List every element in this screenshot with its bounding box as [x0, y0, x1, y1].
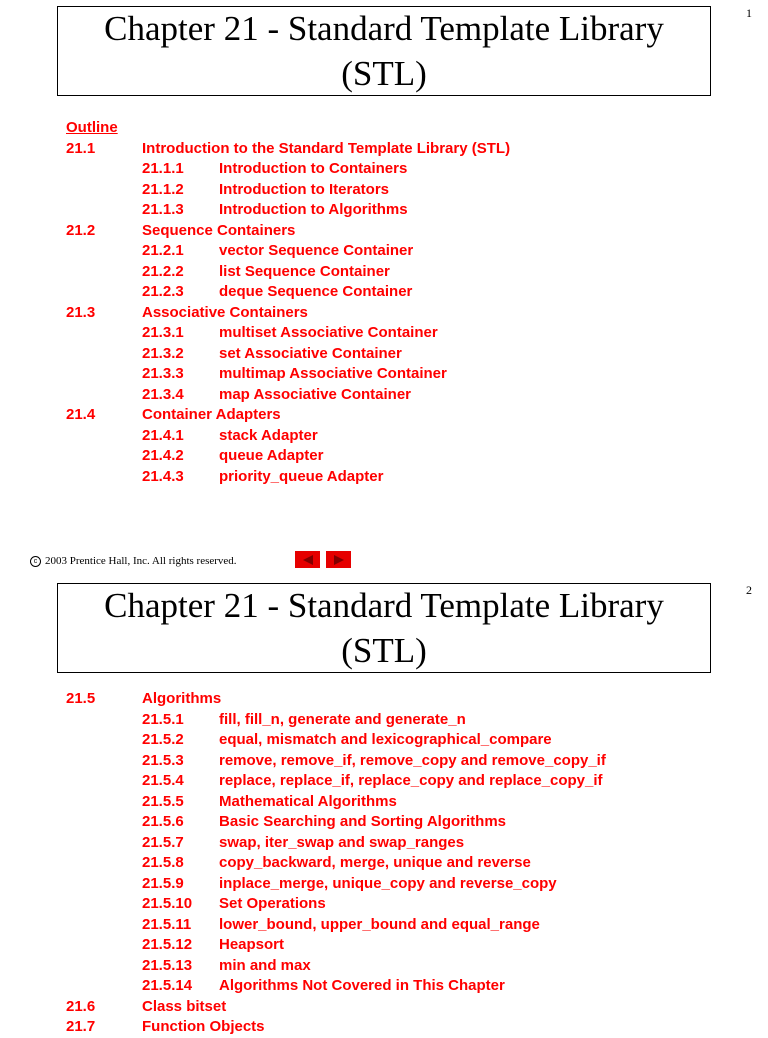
subsection-title: Introduction to Iterators [219, 180, 389, 198]
subsection-title: list Sequence Container [219, 262, 390, 280]
outline-item [0, 812, 768, 833]
subsection-number: 21.5.14 [142, 977, 193, 994]
outline-label: Outline [66, 119, 118, 136]
outline-item [0, 751, 768, 772]
outline-item [0, 710, 768, 731]
outline-item [0, 874, 768, 895]
section-title: Class bitset [142, 997, 227, 1015]
subsection-title: Heapsort [219, 936, 285, 953]
subsection-title: copy_backward, merge, unique and reverse [219, 854, 531, 871]
subsection-number: 21.5.3 [142, 751, 184, 769]
subsection-number: 21.1.2 [142, 180, 184, 198]
subsection-number: 21.3.2 [142, 344, 184, 362]
outline-item [0, 730, 768, 751]
section-number: 21.1 [66, 139, 96, 157]
subsection-number: 21.2.2 [142, 262, 184, 280]
section-number: 21.4 [66, 406, 96, 423]
outline-item [0, 405, 768, 426]
subsection-title: replace, replace_if, replace_copy and replace_copy_if [219, 772, 603, 789]
outline-item [0, 262, 768, 283]
outline-item [0, 894, 768, 915]
subsection-title: multimap Associative Container [219, 365, 447, 382]
subsection-title: swap, iter_swap and swap_ranges [219, 833, 465, 851]
subsection-number: 21.2.1 [142, 242, 184, 259]
section-number: 21.6 [66, 997, 96, 1015]
outline-item [0, 833, 768, 854]
outline-list [0, 689, 768, 1038]
previous-slide-button[interactable] [295, 551, 320, 568]
section-title: Associative Containers [142, 303, 308, 321]
subsection-number: 21.5.12 [142, 936, 193, 953]
section-title: Function Objects [142, 1018, 265, 1035]
section-number: 21.3 [66, 303, 96, 321]
outline-item [0, 997, 768, 1018]
section-number: 21.2 [66, 221, 96, 239]
page-number: 1 [746, 6, 752, 20]
outline-item [0, 180, 768, 201]
slide-title-line1: Chapter 21 - Standard Template Library [104, 586, 664, 625]
subsection-title: fill, fill_n, generate and generate_n [219, 710, 466, 728]
subsection-number: 21.1.1 [142, 160, 184, 177]
subsection-title: Algorithms Not Covered in This Chapter [219, 977, 505, 994]
slide-title-line2: (STL) [341, 54, 427, 93]
section-number: 21.5 [66, 690, 96, 707]
subsection-number: 21.1.3 [142, 201, 184, 218]
subsection-number: 21.4.1 [142, 426, 184, 444]
outline-item [0, 426, 768, 447]
subsection-number: 21.5.7 [142, 833, 184, 851]
outline-item [0, 139, 768, 160]
subsection-number: 21.5.6 [142, 813, 184, 830]
subsection-number: 21.5.4 [142, 772, 184, 789]
subsection-title: Basic Searching and Sorting Algorithms [219, 813, 506, 830]
slide-title-line2: (STL) [341, 631, 427, 670]
outline-item [0, 200, 768, 221]
subsection-number: 21.5.2 [142, 731, 184, 748]
page-number: 2 [746, 583, 752, 597]
outline-item [0, 323, 768, 344]
subsection-number: 21.5.10 [142, 895, 193, 912]
outline-item [0, 159, 768, 180]
outline-item [0, 282, 768, 303]
slide-title-box [57, 583, 711, 673]
outline-list [0, 118, 768, 487]
outline-item [0, 976, 768, 997]
subsection-title: map Associative Container [219, 385, 412, 403]
subsection-title: Mathematical Algorithms [219, 792, 397, 810]
subsection-number: 21.5.8 [142, 854, 184, 871]
subsection-title: multiset Associative Container [219, 324, 438, 341]
subsection-title: equal, mismatch and lexicographical_compare [219, 731, 552, 748]
slide-2 [0, 578, 768, 1035]
subsection-title: inplace_merge, unique_copy and reverse_copy [219, 874, 557, 892]
triangle-right-icon [333, 555, 345, 565]
subsection-title: deque Sequence Container [219, 283, 413, 300]
subsection-title: Introduction to Algorithms [219, 201, 408, 218]
outline-item [0, 221, 768, 242]
outline-item [0, 771, 768, 792]
subsection-number: 21.5.11 [142, 915, 192, 933]
subsection-title: vector Sequence Container [219, 242, 414, 259]
subsection-number: 21.3.4 [142, 385, 184, 403]
outline-item [0, 303, 768, 324]
section-title: Algorithms [142, 690, 222, 707]
section-number: 21.7 [66, 1018, 96, 1035]
outline-item [0, 689, 768, 710]
subsection-number: 21.3.3 [142, 365, 184, 382]
outline-item [0, 853, 768, 874]
triangle-left-icon [302, 555, 314, 565]
subsection-number: 21.5.13 [142, 956, 193, 974]
outline-item [0, 915, 768, 936]
subsection-title: remove, remove_if, remove_copy and remove_copy_if [219, 751, 606, 769]
subsection-title: priority_queue Adapter [219, 467, 384, 485]
outline-item [0, 935, 768, 956]
section-title: Introduction to the Standard Template Library (STL) [142, 139, 511, 157]
subsection-title: Introduction to Containers [219, 160, 408, 177]
section-title: Container Adapters [142, 406, 281, 423]
outline-item [0, 364, 768, 385]
outline-item [0, 241, 768, 262]
section-title: Sequence Containers [142, 221, 296, 239]
next-slide-button[interactable] [326, 551, 351, 568]
outline-item [0, 344, 768, 365]
subsection-title: stack Adapter [219, 426, 318, 444]
subsection-number: 21.5.9 [142, 874, 184, 892]
footer [30, 555, 237, 567]
outline-item [0, 792, 768, 813]
subsection-number: 21.5.1 [142, 710, 184, 728]
outline-item [0, 956, 768, 977]
subsection-title: Set Operations [219, 895, 326, 912]
subsection-title: min and max [219, 956, 311, 974]
slide-title-line1: Chapter 21 - Standard Template Library [104, 9, 664, 48]
subsection-number: 21.4.3 [142, 467, 184, 485]
outline-item [0, 385, 768, 406]
subsection-number: 21.3.1 [142, 324, 184, 341]
subsection-number: 21.2.3 [142, 283, 184, 300]
copyright-icon: c [30, 556, 41, 567]
subsection-number: 21.4.2 [142, 447, 184, 464]
footer-text: 2003 Prentice Hall, Inc. All rights reserved. [45, 555, 237, 567]
subsection-number: 21.5.5 [142, 792, 184, 810]
subsection-title: lower_bound, upper_bound and equal_range [219, 915, 540, 933]
subsection-title: queue Adapter [219, 447, 324, 464]
subsection-title: set Associative Container [219, 344, 402, 362]
outline-item [0, 1017, 768, 1038]
outline-item [0, 446, 768, 467]
slide-title-box [57, 6, 711, 96]
outline-item [0, 467, 768, 488]
